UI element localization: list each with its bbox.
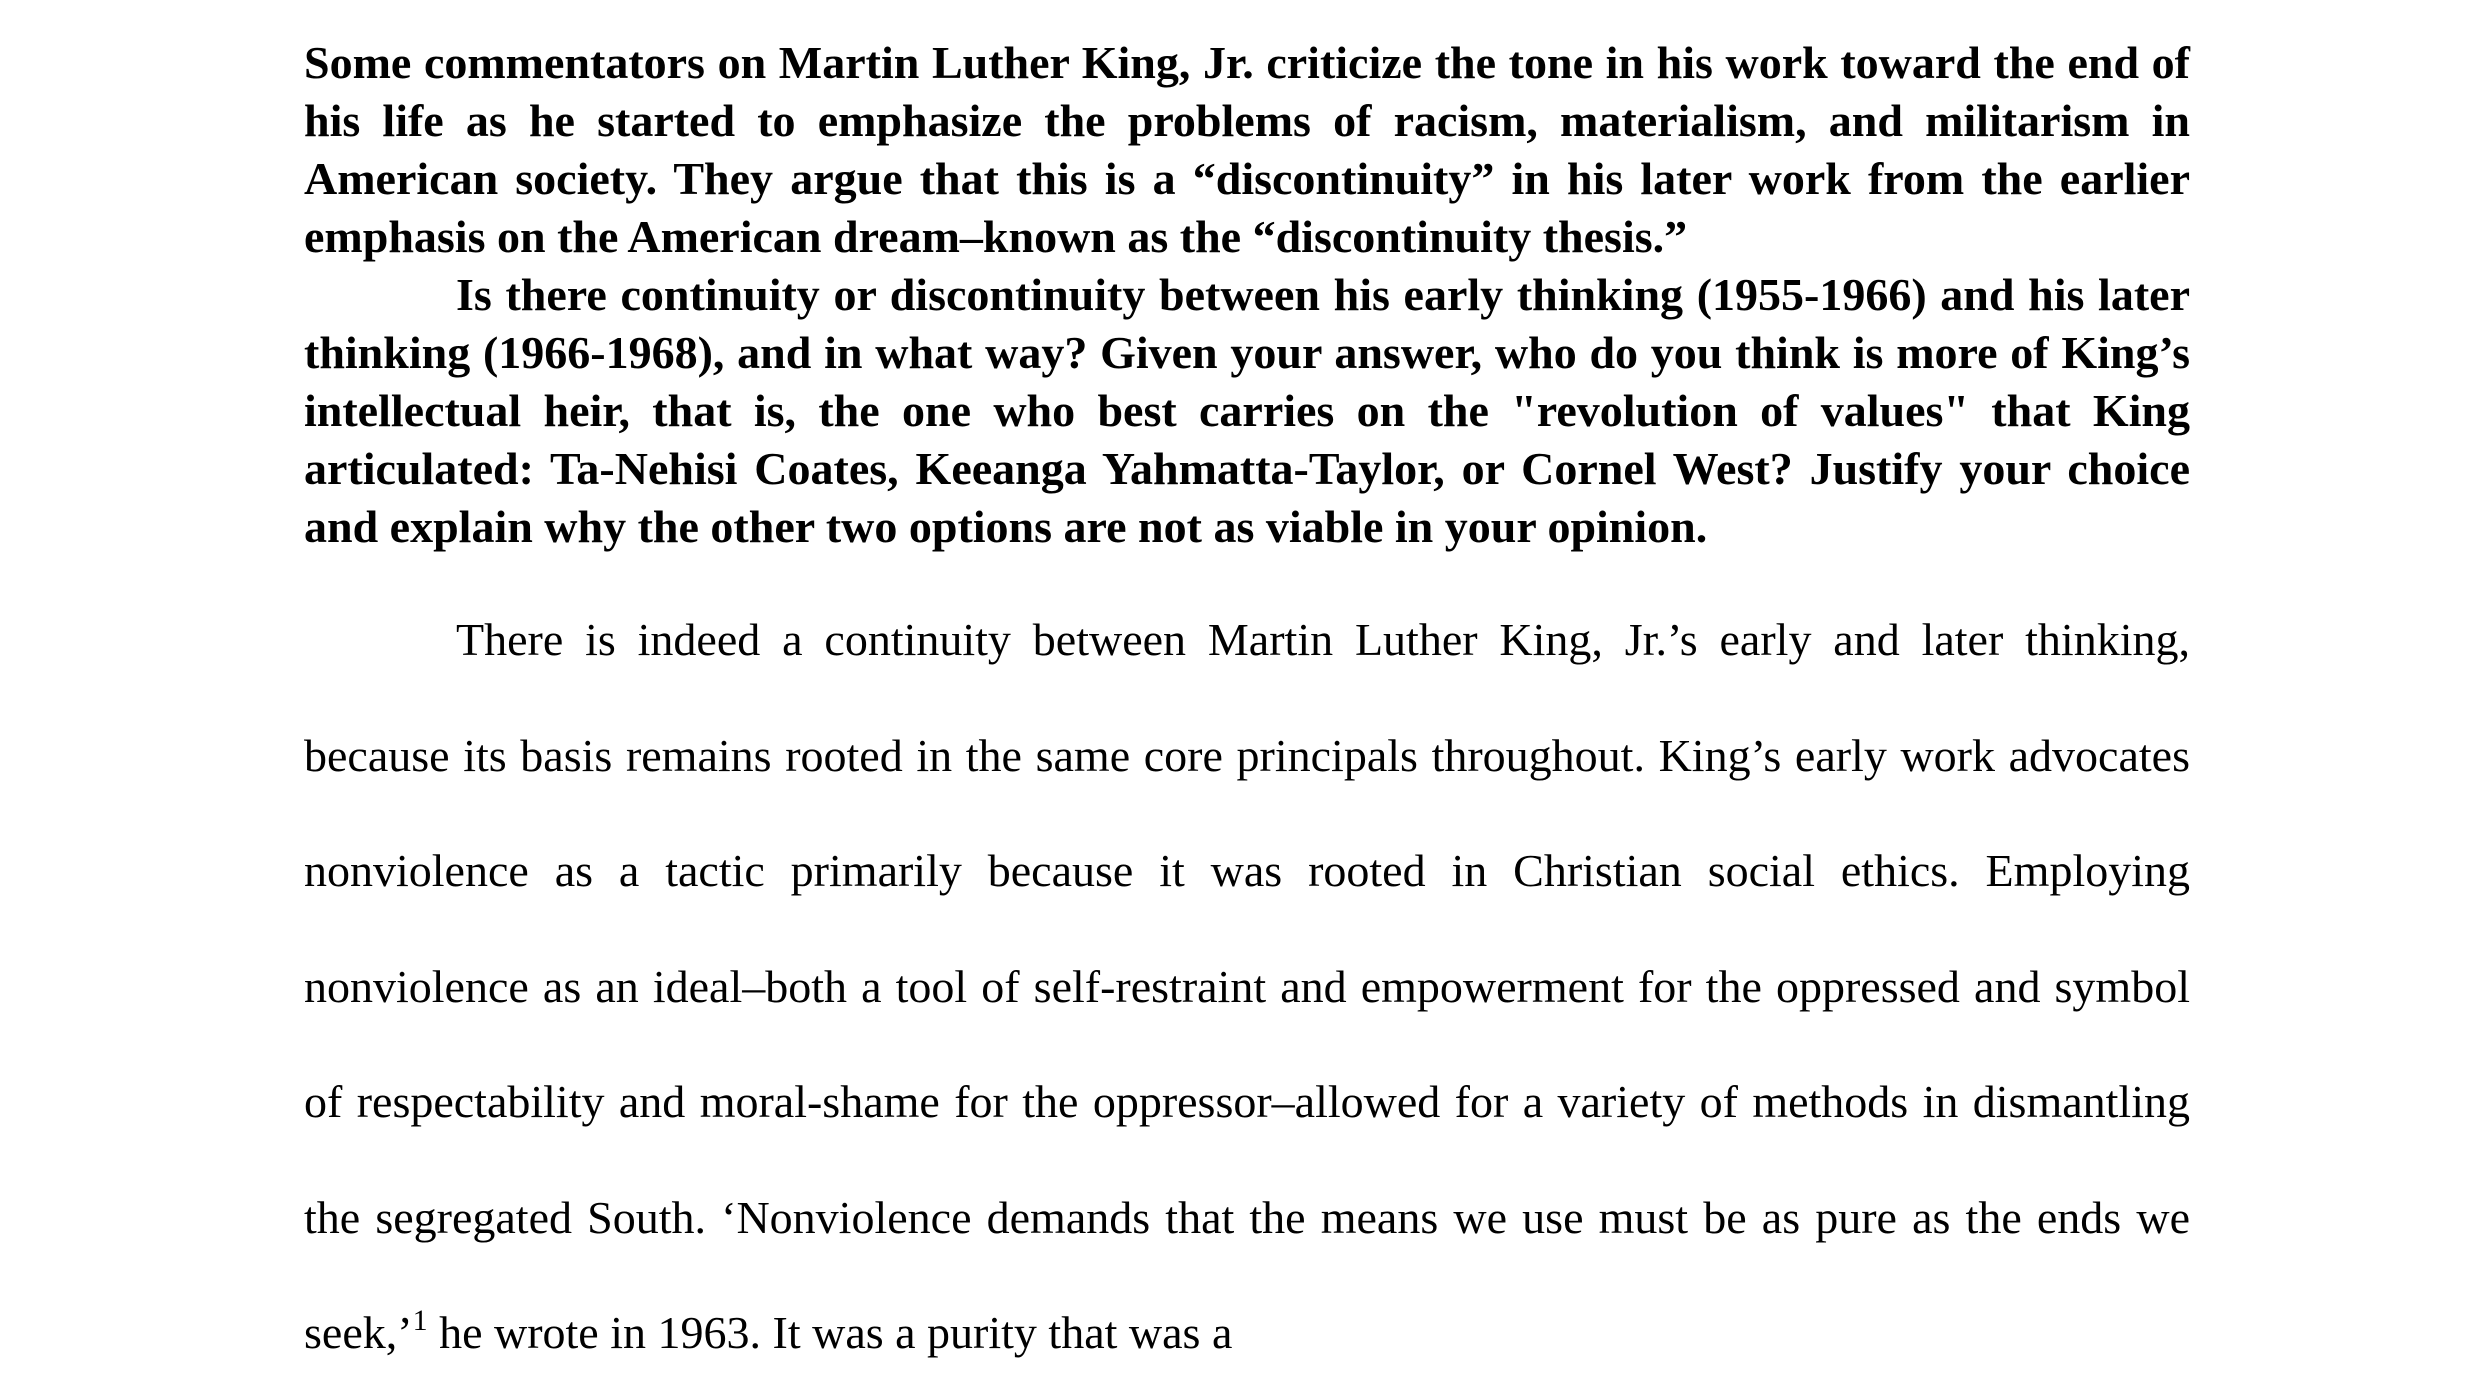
essay-body: [304, 582, 2190, 1391]
page-content: [304, 34, 2190, 1391]
prompt-paragraph-1: Some commentators on Martin Luther King, Jr. criticize the tone in his work toward the end of his life as he started to emphasize the problems of racism, materialism, and militarism in American society. They argue that this is a “discontinuity” in his later work from the earlier emphasis on the American dream–known as the “discontinuity thesis.”: [304, 37, 2190, 262]
essay-text-before-footnote: There is indeed a continuity between Martin Luther King, Jr.’s early and later thinking, because its basis remains rooted in the same core principals throughout. King’s early work advocates nonviolence as a tactic primarily because it was rooted in Christian social ethics. Employing nonviolence as an ideal–both a tool of self-restraint and empowerment for the oppressed and symbol of respectability and moral-shame for the oppressor–allowed for a variety of methods in dismantling the segregated South. ‘Nonviolence demands that the means we use must be as pure as the ends we seek,’: [304, 614, 2190, 1358]
prompt-paragraph-2: Is there continuity or discontinuity between his early thinking (1955-1966) and his later thinking (1966-1968), and in what way? Given your answer, who do you think is more of King’s intellectual heir, that is, the one who best carries on the "revolution of values" that King articulated: Ta-Nehisi Coates, Keeanga Yahmatta-Taylor, or Cornel West? Justify your choice and explain why the other two options are not as viable in your opinion.: [304, 269, 2190, 552]
essay-text-after-footnote: he wrote in 1963. It was a purity that was a: [427, 1307, 1233, 1358]
footnote-reference[interactable]: 1: [412, 1304, 428, 1337]
essay-paragraph-1: [304, 582, 2190, 1391]
essay-prompt: [304, 34, 2190, 556]
